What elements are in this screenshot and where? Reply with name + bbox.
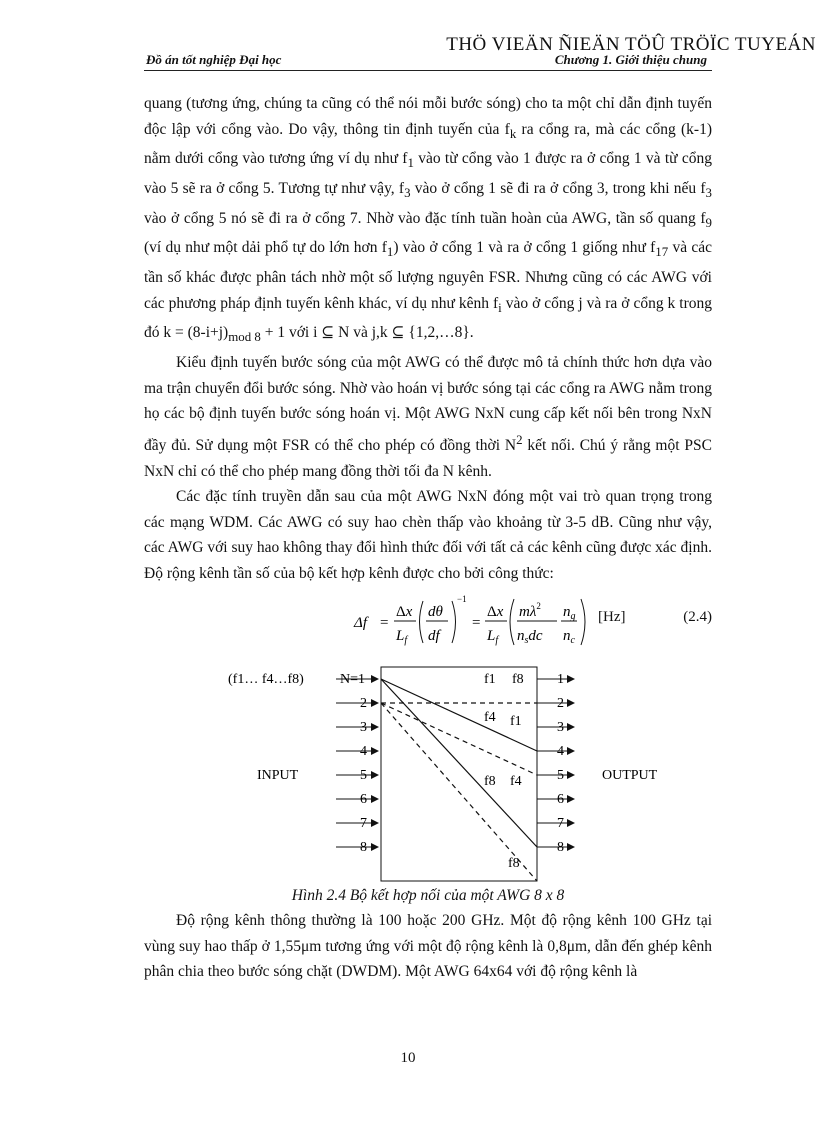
svg-text:Lf: $L_f$: [487, 627, 499, 646]
out-port: 1: [557, 671, 564, 687]
svg-text:mλ2: $m\lambda^2$: [519, 600, 541, 620]
in-port: 6: [360, 791, 367, 807]
out-port: 8: [557, 839, 564, 855]
header-rule: [144, 70, 712, 71]
svg-text:=: =: [380, 614, 389, 631]
figure-caption: Hình 2.4 Bộ kết hợp nối của một AWG 8 x 8: [291, 886, 565, 904]
in-port: 4: [360, 743, 367, 759]
wl-label: f1: [510, 713, 522, 729]
in-port: 7: [360, 815, 367, 831]
in-port: 2: [360, 695, 367, 711]
out-port: 3: [557, 719, 564, 735]
svg-text:=: =: [472, 614, 481, 631]
out-port: 6: [557, 791, 564, 807]
output-arrows: [537, 679, 574, 847]
svg-text:Δf: Δf: [354, 614, 367, 631]
wl-label: f4: [510, 773, 522, 789]
in-port: 8: [360, 839, 367, 855]
formula-svg: [144, 587, 712, 659]
input-arrows: [336, 679, 378, 847]
in-port: 3: [360, 719, 367, 735]
equation-number: (2.4): [683, 608, 712, 625]
wl-label: f8: [484, 773, 496, 789]
svg-text:df: df: [428, 627, 440, 644]
page-body: [144, 91, 712, 985]
header-right: Chương 1. Giới thiệu chung: [554, 52, 707, 67]
input-label: INPUT: [257, 767, 299, 783]
svg-text:Δx: Δx: [396, 603, 413, 620]
output-label: OUTPUT: [602, 767, 658, 783]
svg-text:Lf: $L_f$: [396, 627, 408, 646]
svg-text:nsdc: $n_sdc$: [517, 627, 543, 646]
out-port: 5: [557, 767, 564, 783]
wavelength-labels: [484, 672, 524, 871]
input-set-label: (f1… f4…f8): [228, 671, 304, 687]
figure-awg: [144, 659, 712, 883]
wl-label: f1: [484, 671, 496, 687]
paragraph-2: Kiểu định tuyến bước sóng của một AWG có thể được mô tả chính thức hơn dựa vào ma trận chuyển đổi bước sóng. Nhờ vào hoán vị bước sóng tại các cổng ra AWG nằm trong họ các bộ định tuyến bước sóng hoán vị. Một AWG NxN cung cấp kết nối bên trong NxN đầy đủ. Sử dụng một FSR có thể cho phép có đồng thời $N^2$ kết nối. Chú ý rằng một PSC NxN chỉ có thể cho phép mang đồng thời tối đa N kênh.: [144, 354, 712, 480]
svg-text:−1: −1: [457, 593, 467, 604]
input-port-numbers: [360, 696, 367, 855]
header-left: Đồ án tốt nghiệp Đại học: [146, 52, 282, 67]
output-port-numbers: [557, 672, 564, 855]
paragraph-4: Độ rộng kênh thông thường là 100 hoặc 200 GHz. Một độ rộng kênh 100 GHz tại vùng suy hao thấp ở 1,55μm tương ứng với một độ rộng kênh là 0,8μm, dẫn đến ghép kênh phân chia theo bước sóng chặt (DWDM). Một AWG 64x64 với độ rộng kênh là: [144, 912, 712, 981]
formula-unit: [Hz]: [598, 608, 626, 625]
paragraph-3: Các đặc tính truyền dẫn sau của một AWG NxN đóng một vai trò quan trọng trong các mạng WDM. Các AWG có suy hao chèn thấp vào khoảng từ 3-5 dB. Cũng như vậy, các AWG với suy hao không thay đổi hình thức đối với tất cả các kênh cũng được xác định. Độ rộng kênh tần số của bộ kết hợp kênh được cho bởi công thức:: [144, 488, 712, 582]
page-number: 10: [400, 1050, 416, 1066]
paragraph-1: quang (tương ứng, chúng ta cũng có thể nói mỗi bước sóng) cho ta một chỉ dẫn định tuyến độc lập với cổng vào. Do vậy, thông tin định tuyến của $f_k$ ra cổng ra, mà các cổng (k-1) nằm dưới cổng vào tương ứng ví dụ như $f_1$ vào từ cổng vào 1 được ra ở cổng 1 và từ cổng vào 5 sẽ ra ở cổng 5. Tương tự như vậy, $f_3$ vào ở cổng 1 sẽ đi ra ở cổng 3, trong khi nếu $f_3$ vào ở cổng 5 nó sẽ đi ra ở cổng 7. Nhờ vào đặc tính tuần hoàn của AWG, tần số quang $f_9$ (ví dụ như một dải phổ tự do lớn hơn $f_1$) vào ở cổng 1 và ra ở cổng 1 giống như $f_{17}$ và các tần số khác được phân tách nhờ một số lượng nguyên FSR. Nhưng cũng có các AWG với các phương pháp định tuyến kênh khác, ví dụ như kênh $f_i$ vào ở cổng j và ra ở cổng k trong đó $k = (8-i+j)_{mod 8} + 1$ với i ⊆ N và j,k ⊆ {1,2,…8}.: [144, 95, 712, 345]
in-port: 5: [360, 767, 367, 783]
awg-diagram: [144, 659, 712, 883]
wl-label: f4: [484, 709, 496, 725]
out-port: 7: [557, 815, 564, 831]
wl-label: f8: [512, 671, 524, 687]
out-port: 2: [557, 695, 564, 711]
port-label-first: N=1: [340, 671, 366, 687]
watermark: THÖ VIEÄN ÑIEÄN TÖÛ TRÖÏC TUYEÁN: [446, 34, 816, 55]
svg-text:nc: $n_c$: [563, 627, 575, 646]
wl-label: f8: [508, 855, 520, 871]
svg-text:dθ: dθ: [428, 603, 443, 620]
svg-text:Δx: Δx: [487, 603, 504, 620]
svg-text:ng: $n_g$: [563, 603, 576, 622]
out-port: 4: [557, 743, 564, 759]
formula-2-4: [144, 587, 712, 659]
